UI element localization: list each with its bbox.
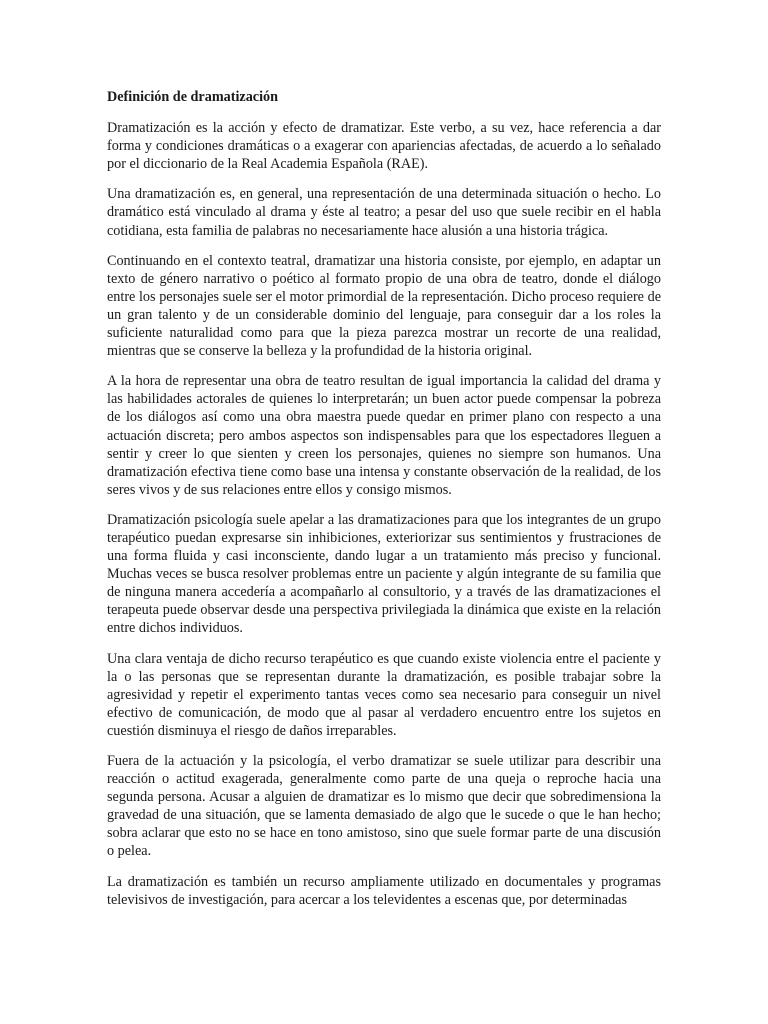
paragraph-5: Dramatización psicología suele apelar a las dramatizaciones para que los integrantes de un grupo terapéutico puedan expresarse sin inhibiciones, exteriorizar sus sentimientos y frustraciones de una forma fluida y casi inconsciente, dando lugar a un tratamiento más preciso y funcional. Muchas veces se busca resolver problemas entre un paciente y algún integrante de su familia que de ninguna manera accedería a acompañarlo al consultorio, y a través de las dramatizaciones el terapeuta puede observar desde una perspectiva privilegiada la dinámica que existe en la relación entre dichos individuos.	[107, 511, 661, 637]
paragraph-2: Una dramatización es, en general, una representación de una determinada situación o hecho. Lo dramático está vinculado al drama y éste al teatro; a pesar del uso que suele recibir en el habla cotidiana, esta familia de palabras no necesariamente hace alusión a una historia trágica.	[107, 186, 661, 239]
paragraph-1: Dramatización es la acción y efecto de dramatizar. Este verbo, a su vez, hace referencia a dar forma y condiciones dramáticas o a exagerar con apariencias afectadas, de acuerdo a lo señalado por el diccionario de la Real Academia Española (RAE).	[107, 120, 661, 173]
document-heading: Definición de dramatización	[107, 89, 279, 105]
paragraph-7: Fuera de la actuación y la psicología, el verbo dramatizar se suele utilizar para describir una reacción o actitud exagerada, generalmente como parte de una queja o reproche hacia una segunda persona. Acusar a alguien de dramatizar es lo mismo que decir que sobredimensiona la gravedad de una situación, que se lamenta demasiado de algo que le sucede o que le han hecho; sobra aclarar que esto no se hace en tono amistoso, sino que suele formar parte de una discusión o pelea.	[107, 753, 661, 860]
paragraph-6: Una clara ventaja de dicho recurso terapéutico es que cuando existe violencia entre el paciente y la o las personas que se representan durante la dramatización, es posible trabajar sobre la agresividad y repetir el experimento tantas veces como sea necesario para conseguir un nivel efectivo de comunicación, de modo que al pasar al verdadero encuentro entre los sujetos en cuestión disminuya el riesgo de daños irreparables.	[107, 650, 661, 739]
paragraph-4: A la hora de representar una obra de teatro resultan de igual importancia la calidad del drama y las habilidades actorales de quienes lo interpretarán; un buen actor puede compensar la pobreza de los diálogos así como una obra maestra puede quedar en primer plano con respecto a una actuación discreta; pero ambos aspectos son indispensables para que los espectadores lleguen a sentir y creer lo que sienten y creen los personajes, quienes no siempre son humanos. Una dramatización efectiva tiene como base una intensa y constante observación de la realidad, de los seres vivos y de sus relaciones entre ellos y consigo mismos.	[107, 373, 661, 498]
paragraph-3: Continuando en el contexto teatral, dramatizar una historia consiste, por ejemplo, en adaptar un texto de género narrativo o poético al formato propio de una obra de teatro, donde el diálogo entre los personajes suele ser el motor primordial de la representación. Dicho proceso requiere de un gran talento y de un considerable dominio del lenguaje, para conseguir dar a los roles la suficiente naturalidad como para que la pieza parezca mostrar un recorte de una realidad, mientras que se conserve la belleza y la profundidad de la historia original.	[107, 252, 661, 360]
paragraph-8: La dramatización es también un recurso ampliamente utilizado en documentales y programas televisivos de investigación, para acercar a los televidentes a escenas que, por determinadas	[107, 873, 661, 908]
document-page	[107, 88, 661, 921]
